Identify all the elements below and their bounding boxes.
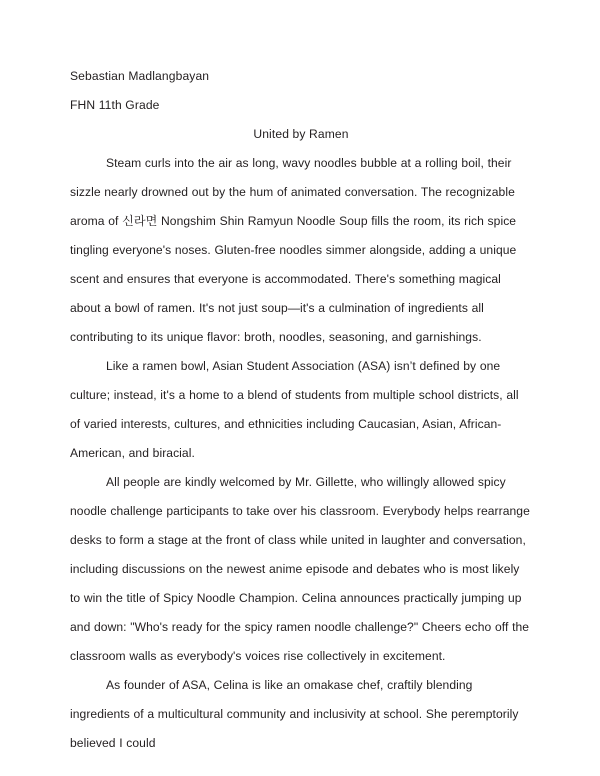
document-text-body [70,62,532,758]
paragraph-4: As founder of ASA, Celina is like an omakase chef, craftily blending ingredients of a multicultural community and inclusivity at school. She peremptorily believed I could [70,678,519,750]
paragraph-3: All people are kindly welcomed by Mr. Gillette, who willingly allowed spicy noodle challenge participants to take over his classroom. Everybody helps rearrange desks to form a stage at the front of class while united in laughter and conversation, including discussions on the newest anime episode and debates who is most likely to win the title of Spicy Noodle Champion. Celina announces practically jumping up and down: "Who's ready for the spicy ramen noodle challenge?" Cheers echo off the classroom walls as everybody's voices rise collectively in excitement. [70,475,530,663]
paragraph-2: Like a ramen bowl, Asian Student Association (ASA) isn’t defined by one culture; instead, it's a home to a blend of students from multiple school districts, all of varied interests, cultures, and ethnicities including Caucasian, Asian, African-American, and biracial. [70,359,519,460]
paragraph-1: Steam curls into the air as long, wavy noodles bubble at a rolling boil, their sizzle nearly drowned out by the hum of animated conversation. The recognizable aroma of 신라면 Nongshim Shin Ramyun Noodle Soup fills the room, its rich spice tingling everyone's noses. Gluten-free noodles simmer alongside, adding a unique scent and ensures that everyone is accommodated. There's something magical about a bowl of ramen. It's not just soup—it's a culmination of ingredients all contributing to its unique flavor: broth, noodles, seasoning, and garnishings. [70,156,517,344]
author-name-line: Sebastian Madlangbayan [70,69,210,83]
essay-title: United by Ramen [253,127,349,141]
course-grade-line: FHN 11th Grade [70,98,160,112]
